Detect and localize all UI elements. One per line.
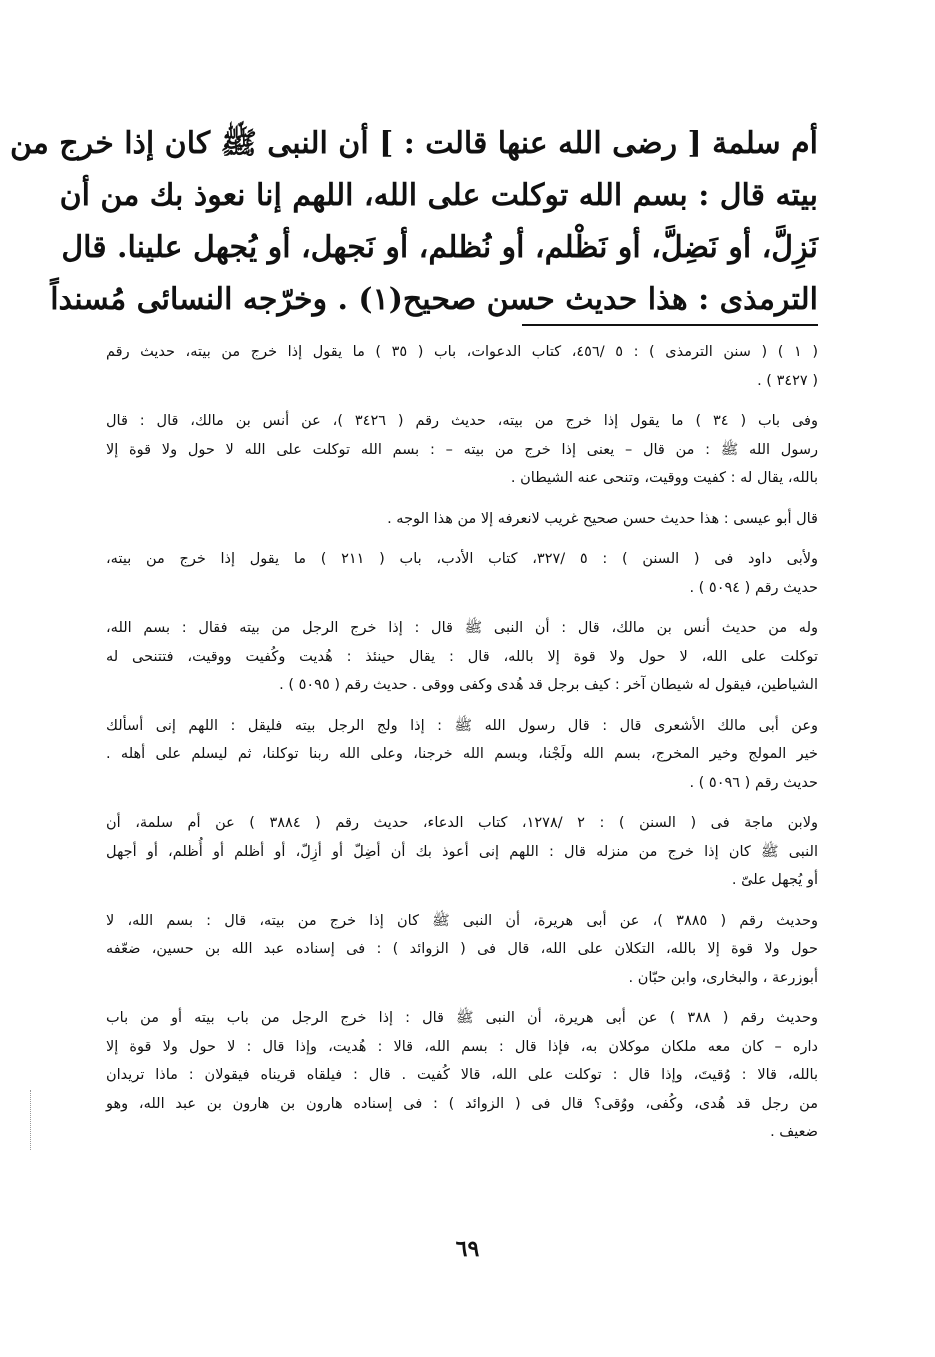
footnote-separator	[522, 324, 818, 326]
footnote-line: وعن أبى مالك الأشعرى قال : قال رسول الله ﷺ : إذا ولج الرجل بيته فليقل : اللهم إنى أسألك	[106, 717, 818, 734]
footnote-line: خير المولج وخير المخرج، بسم الله ولَجْنا، وبسم الله خرجنا، وعلى الله ربنا توكلنا، ثم ليسلم على أهله .	[106, 746, 818, 762]
footnote-line: أبوزرعة ، والبخارى، وابن حبّان .	[628, 969, 818, 986]
footnote-line: وله من حديث أنس بن مالك، قال : أن النبى ﷺ قال : إذا خرج الرجل من بيته فقال : بسم الله،	[106, 620, 818, 636]
footnote-line: ضعيف .	[770, 1124, 818, 1140]
footnote-paragraph	[106, 809, 818, 895]
footnote-line: حديث رقم ( ٥٠٩٤ ) .	[689, 579, 818, 596]
main-text-line: نَزِلَّ، أو نَضِلَّ، أو نَظْلم، أو نُظلم، أو نَجهل، أو يُجهل علينا. قال	[61, 230, 818, 265]
margin-scan-mark	[30, 1090, 32, 1150]
footnote-line: بالله، يقال له : كفيت ووقيت، وتنحى عنه الشيطان .	[510, 470, 818, 486]
footnote-line: وفى باب ( ٣٤ ) ما يقول إذا خرج من بيته، حديث رقم ( ٣٤٢٦ )، عن أنس بن مالك، قال : قال	[106, 413, 818, 429]
footnote-line: ولأبى داود فى ( السنن ) : ٥ /٣٢٧، كتاب الأدب، باب ( ٢١١ ) ما يقول إذا خرج من بيته،	[106, 551, 819, 567]
footnote-paragraph	[106, 338, 818, 395]
main-text-line: الترمذى : هذا حديث حسن صحيح(١) . وخرّجه النسائى مُسنداً	[50, 282, 818, 317]
footnote-line: ( ١ ) ( سنن الترمذى ) : ٥ /٤٥٦، كتاب الدعوات، باب ( ٣٥ ) ما يقول إذا خرج من بيته، حديث رقم	[106, 344, 818, 360]
footnote-line: ولابن ماجة فى ( السنن ) : ٢ /١٢٧٨، كتاب الدعاء، حديث رقم ( ٣٨٨٤ ) عن أم سلمة، أن	[106, 815, 818, 831]
footnote-line: ( ٣٤٢٧ ) .	[757, 372, 818, 389]
footnote-line: رسول الله ﷺ : من قال – يعنى إذا خرج من بيته – : بسم الله توكلت على الله لا حول ولا قوة إلا	[106, 441, 818, 458]
footnote-paragraph	[106, 407, 818, 493]
footnote-paragraph	[106, 614, 818, 700]
footnote-line: أو يُجهل علىّ .	[731, 872, 818, 888]
footnote-line: وحديث رقم ( ٣٨٨٥ )، عن أبى هريرة، أن النبى ﷺ كان إذا خرج من بيته، قال : بسم الله، لا	[106, 912, 818, 929]
main-text-block	[9, 118, 818, 326]
footnote-line: حديث رقم ( ٥٠٩٦ ) .	[689, 774, 818, 791]
footnote-line: قال أبو عيسى : هذا حديث حسن صحيح غريب لانعرفه إلا من هذا الوجه .	[387, 510, 818, 527]
footnote-paragraph	[106, 545, 818, 602]
main-text-line: أم سلمة [ رضى الله عنها قالت : ] أن النبى ﷺ كان إذا خرج من	[9, 126, 818, 161]
footnote-line: الشياطين، فيقول له شيطان آخر : كيف برجل قد هُدى وكفى ووقى . حديث رقم ( ٥٠٩٥ ) .	[279, 677, 818, 693]
footnote-line: حول ولا قوة إلا بالله، التكلان على الله، قال فى ( الزوائد ) : فى إسناده عبد الله بن حسين، ضعّفه	[106, 941, 818, 957]
footnote-line: توكلت على الله، لا حول ولا قوة إلا بالله، قال : يقال حينئذ : هُديت وكُفيت ووقيت، فتتنحى له	[106, 648, 818, 665]
footnote-paragraph	[106, 907, 818, 993]
footnote-line: وحديث رقم ( ٣٨٨ ) عن أبى هريرة، أن النبى ﷺ قال : إذا خرج الرجل من باب بيته أو من باب	[106, 1010, 818, 1026]
footnote-paragraph	[106, 1004, 818, 1147]
footnotes	[106, 338, 818, 1159]
footnote-paragraph	[106, 505, 818, 534]
footnote-paragraph	[106, 712, 818, 798]
footnote-line: بالله، قالا : وُقيتَ، وإذا قال : توكلت على الله، قالا كُفيت . قال : فيلقاه قريناه فيقولان : ماذا تريدان	[106, 1067, 818, 1083]
main-text-line: بيته قال : بسم الله توكلت على الله، اللهم إنا نعوذ بك من أن	[59, 178, 818, 213]
footnote-line: من رجل قد هُدى، وكُفى، ووُقى؟ قال فى ( الزوائد ) : فى إسناده هارون بن هارون بن عبد الله، وهو	[106, 1095, 818, 1112]
footnote-line: داره – كان معه ملكان موكلان به، فإذا قال : بسم الله، قالا : هُديت، وإذا قال : لا حول ولا قوة إلا	[106, 1038, 818, 1055]
page-number: ٦٩	[455, 1236, 480, 1262]
footnote-line: النبى ﷺ كان إذا خرج من منزله قال : اللهم إنى أعوذ بك أن أضِلّ أو أزِلّ، أو أظلم أو أُظلم، أو أجهل	[106, 843, 818, 860]
